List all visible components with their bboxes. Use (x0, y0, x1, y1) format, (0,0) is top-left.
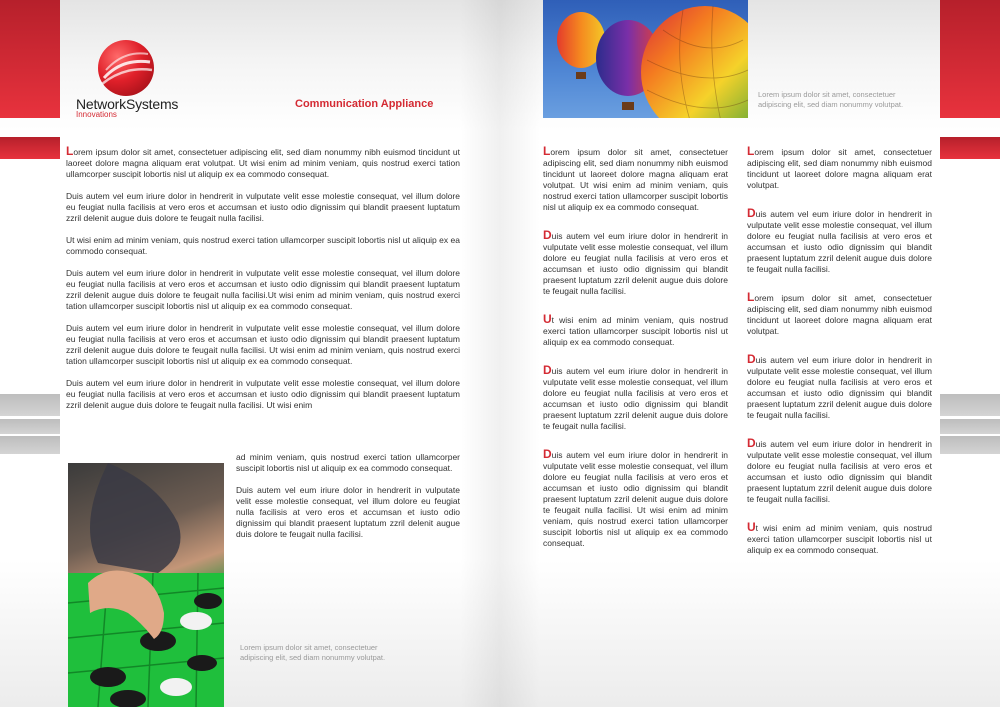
right-top-red-block (940, 0, 1000, 118)
dropcap: D (747, 436, 756, 450)
column-paragraph: Duis autem vel eum iriure dolor in hendrerit in vulputate velit esse molestie consequat, vel illum dolore eu feugiat nulla facilisis at vero eros et accumsan et iusto odio dignissim qui blandit praesent luptatum zzril delenit augue duis dolore te feugait nulla facilisi. (747, 206, 932, 274)
column-paragraph: Duis autem vel eum iriure dolor in hendrerit in vulputate velit esse molestie consequat, vel illum dolore eu feugiat nulla facilisis at vero eros et accumsan et iusto odio dignissim qui blandit praesent luptatum zzril delenit augue duis dolore te feugait nulla facilisi. (543, 363, 728, 431)
dropcap: U (747, 520, 756, 534)
body-paragraph: Duis autem vel eum iriure dolor in hendrerit in vulputate velit esse molestie consequat, vel illum dolore eu feugiat nulla facilisis at vero eros et accumsan et iusto odio dignissim qui blandit praesent luptatum zzril delenit augue duis dolore te feugait nulla facilisi. (236, 485, 460, 539)
column-paragraph: Duis autem vel eum iriure dolor in hendrerit in vulputate velit esse molestie consequat, vel illum dolore eu feugiat nulla facilisis at vero eros et accumsan et iusto odio dignissim qui blandit praesent luptatum zzril delenit augue duis dolore te feugait nulla facilisi. (747, 436, 932, 504)
right-grey-strip-1 (940, 394, 1000, 416)
column-paragraph: Lorem ipsum dolor sit amet, consectetuer adipiscing elit, sed diam nonummy nibh euismod tincidunt ut laoreet dolore magna aliquam erat volutpat. Ut wisi enim ad minim veniam, quis nostrud exerci tation ullamcorper suscipit lobortis nisl ut aliquip ex ea commodo consequat. (543, 144, 728, 212)
dropcap: L (747, 290, 755, 304)
dropcap: L (543, 144, 551, 158)
left-wrap-text (236, 452, 460, 551)
left-grey-strip-2 (0, 419, 60, 434)
right-red-tab (940, 137, 1000, 159)
column-paragraph: Duis autem vel eum iriure dolor in hendrerit in vulputate velit esse molestie consequat, vel illum dolore eu feugiat nulla facilisis at vero eros et accumsan et iusto odio dignissim qui blandit praesent luptatum zzril delenit augue duis dolore te feugait nulla facilisi. (543, 228, 728, 296)
column-paragraph: Duis autem vel eum iriure dolor in hendrerit in vulputate velit esse molestie consequat, vel illum dolore eu feugiat nulla facilisis at vero eros et accumsan et iusto odio dignissim qui blandit praesent luptatum zzril delenit augue duis dolore te feugait nulla facilisi. Ut wisi enim ad minim veniam, quis nostrud exerci tation ullamcorper suscipit lobortis nisl ut aliquip ex ea commodo consequat. (543, 447, 728, 548)
left-grey-strip-1 (0, 394, 60, 416)
body-paragraph: Duis autem vel eum iriure dolor in hendrerit in vulputate velit esse molestie consequat, vel illum dolore eu feugiat nulla facilisis at vero eros et accumsan et iusto odio dignissim qui blandit praesent luptatum zzril delenit augue duis dolore te feugait nulla facilisi.Ut wisi enim ad minim veniam, quis nostrud exerci tation ullamcorper suscipit lobortis nisl ut aliquip ex ea commodo consequat. (66, 268, 460, 311)
column-paragraph: Lorem ipsum dolor sit amet, consectetuer adipiscing elit, sed diam nonummy nibh euismod tincidunt ut laoreet dolore magna aliquam erat volutpat. (747, 144, 932, 190)
dropcap: U (543, 312, 552, 326)
column-paragraph: Duis autem vel eum iriure dolor in hendrerit in vulputate velit esse molestie consequat, vel illum dolore eu feugiat nulla facilisis at vero eros et accumsan et iusto odio dignissim qui blandit praesent luptatum zzril delenit augue duis dolore te feugait nulla facilisi. (747, 352, 932, 420)
body-paragraph: Ut wisi enim ad minim veniam, quis nostrud exerci tation ullamcorper suscipit lobortis nisl ut aliquip ex ea commodo consequat. (66, 235, 460, 256)
dropcap: D (543, 447, 552, 461)
photo-caption: Lorem ipsum dolor sit amet, consectetuer adipiscing elit, sed diam nonummy volutpat. (240, 643, 386, 662)
dropcap: D (543, 363, 552, 377)
brand-logo (76, 40, 276, 120)
right-column-1 (543, 146, 728, 566)
body-paragraph: Duis autem vel eum iriure dolor in hendrerit in vulputate velit esse molestie consequat, vel illum dolore eu feugiat nulla facilisis at vero eros et accumsan et iusto odio dignissim qui blandit praesent luptatum zzril delenit augue duis dolore te feugait nulla facilisi. Ut wisi enim (66, 378, 460, 410)
brand-name: NetworkSystems (76, 96, 179, 112)
left-red-tab (0, 137, 60, 159)
document-title: Communication Appliance (295, 98, 434, 110)
hot-air-balloons-photo (543, 0, 748, 118)
dropcap: D (543, 228, 552, 242)
spine-shadow-right (500, 0, 540, 707)
left-main-text (66, 146, 460, 411)
board-game-photo (68, 463, 224, 707)
right-grey-strip-2 (940, 419, 1000, 434)
right-page (500, 0, 1000, 707)
intro-paragraph: Lorem ipsum dolor sit amet, consectetuer adipiscing elit, sed diam nonummy nibh euismod tincidunt ut laoreet dolore magna aliquam erat volutpat. Ut wisi enim ad minim veniam, quis nostrud exerci tation ullamcorper suscipit lobortis nisl ut aliquip ex ea commodo consequat. (66, 144, 460, 179)
brand-tagline: Innovations (76, 110, 117, 119)
column-paragraph: Lorem ipsum dolor sit amet, consectetuer adipiscing elit, sed diam nonummy nibh euismod tincidunt ut laoreet dolore magna aliquam erat volutpat. (747, 290, 932, 336)
column-paragraph: Ut wisi enim ad minim veniam, quis nostrud exerci tation ullamcorper suscipit lobortis nisl ut aliquip ex ea commodo consequat. (747, 520, 932, 555)
body-paragraph: Duis autem vel eum iriure dolor in hendrerit in vulputate velit esse molestie consequat, vel illum dolore eu feugiat nulla facilisis at vero eros et accumsan et iusto odio dignissim qui blandit praesent luptatum zzril delenit augue duis dolore te feugait nulla facilisi. Ut wisi enim ad minim veniam, quis nostrud exerci tation ullamcorper suscipit lobortis nisl ut aliquip ex ea commodo consequat. (66, 323, 460, 366)
body-paragraph: ad minim veniam, quis nostrud exerci tation ullamcorper suscipit lobortis nisl ut aliquip ex ea commodo consequat. (236, 452, 460, 473)
balloon-caption: Lorem ipsum dolor sit amet, consectetuer adipiscing elit, sed diam nonummy volutpat. (758, 90, 904, 109)
spine-shadow-left (460, 0, 500, 707)
body-paragraph: Duis autem vel eum iriure dolor in hendrerit in vulputate velit esse molestie consequat, vel illum dolore eu feugiat nulla facilisis at vero eros et accumsan et iusto odio dignissim qui blandit praesent luptatum zzril delenit augue duis dolore te feugait nulla facilisi. (66, 191, 460, 223)
dropcap: D (747, 352, 756, 366)
dropcap: D (747, 206, 756, 220)
right-column-2 (747, 146, 932, 573)
left-grey-strip-3 (0, 436, 60, 454)
logo-globe-icon (98, 40, 154, 96)
left-top-red-block (0, 0, 60, 118)
column-paragraph: Ut wisi enim ad minim veniam, quis nostrud exerci tation ullamcorper suscipit lobortis nisl ut aliquip ex ea commodo consequat. (543, 312, 728, 347)
dropcap: L (66, 144, 74, 158)
right-grey-strip-3 (940, 436, 1000, 454)
dropcap: L (747, 144, 755, 158)
